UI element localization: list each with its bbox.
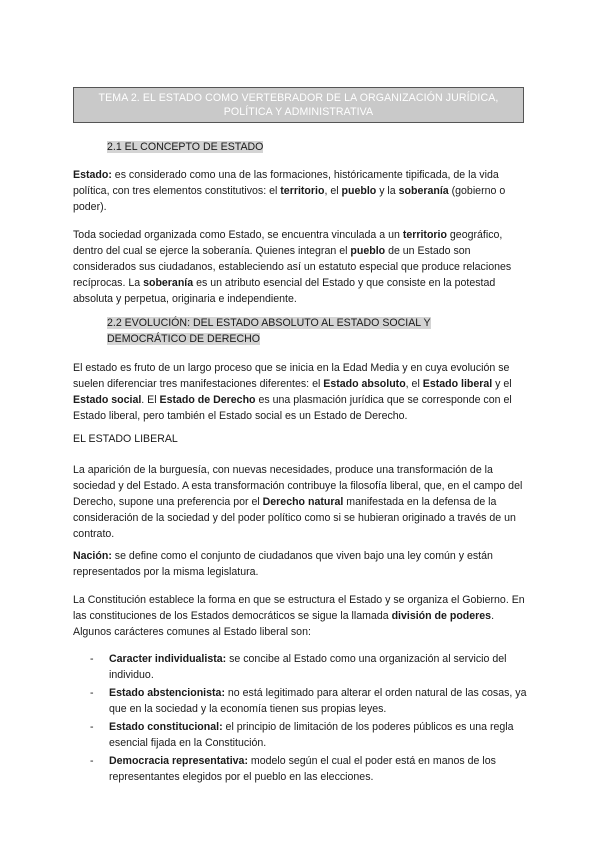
text-span: geográfico, dentro del cual se ejerce la soberanía. Quienes integran el <box>73 229 503 257</box>
list-item-term: Estado constitucional: <box>109 721 223 733</box>
bold-estado-liberal: Estado liberal <box>422 378 493 390</box>
heading-estado-liberal: EL ESTADO LIBERAL <box>73 433 178 445</box>
characters-list <box>73 651 531 787</box>
text-span: y la <box>376 185 399 197</box>
list-item <box>73 719 531 751</box>
text-span: Toda sociedad organizada como Estado, se encuentra vinculada a un <box>73 229 403 241</box>
paragraph-estado-definition <box>73 167 531 215</box>
text-span: , el <box>405 378 423 390</box>
bold-soberania: soberanía <box>143 277 194 289</box>
bold-estado-de-derecho: Estado de Derecho <box>159 394 256 406</box>
text-span: La Constitución establece la forma en que se estructura el Estado y se organiza el Gobierno. En las constituciones de los Estados democráticos se sigue la llamada <box>73 594 525 622</box>
bold-division-de-poderes: división de poderes <box>391 610 492 622</box>
bold-pueblo: pueblo <box>341 185 377 197</box>
term-nacion: Nación: <box>73 550 112 562</box>
list-item-term: Caracter individualista: <box>109 653 227 665</box>
dash-bullet: - <box>90 755 94 767</box>
bold-derecho-natural: Derecho natural <box>262 496 344 508</box>
list-item <box>73 685 531 717</box>
paragraph-burguesia <box>73 462 531 542</box>
list-item <box>73 651 531 683</box>
title-line-2: POLÍTICA Y ADMINISTRATIVA <box>223 106 374 118</box>
section-heading-2-1-text: 2.1 EL CONCEPTO DE ESTADO <box>107 141 264 153</box>
list-item-term: Estado abstencionista: <box>109 687 225 699</box>
paragraph-sociedad <box>73 227 531 307</box>
bold-estado-absoluto: Estado absoluto <box>323 378 406 390</box>
text-span: , el <box>324 185 342 197</box>
section-heading-2-2-line-1: 2.2 EVOLUCIÓN: DEL ESTADO ABSOLUTO AL ESTADO SOCIAL Y <box>107 317 431 329</box>
list-item-text: el principio de limitación de los poderes públicos es una regla esencial fijada en la Constitución. <box>109 721 514 749</box>
bold-estado-social: Estado social <box>73 394 142 406</box>
dash-bullet: - <box>90 653 94 665</box>
dash-bullet: - <box>90 721 94 733</box>
paragraph-evolucion <box>73 360 531 424</box>
list-item <box>73 753 531 785</box>
text-span: y el <box>492 378 512 390</box>
bold-pueblo: pueblo <box>350 245 386 257</box>
text-span: El estado es fruto de un largo proceso que se inicia en la Edad Media y en cuya evolución se suelen diferenciar tres manifestaciones diferentes: el <box>73 362 510 390</box>
document-title-box <box>73 87 524 123</box>
bold-territorio: territorio <box>280 185 325 197</box>
title-line-1: TEMA 2. EL ESTADO COMO VERTEBRADOR DE LA ORGANIZACIÓN JURÍDICA, <box>98 92 499 104</box>
text-span: es un atributo esencial del Estado y que consiste en la potestad absoluta y perpetua, originaria e independiente. <box>73 277 496 305</box>
text-span: (gobierno o poder). <box>73 185 506 213</box>
bold-territorio: territorio <box>402 229 447 241</box>
list-item-text: se concibe al Estado como una organización al servicio del individuo. <box>109 653 507 681</box>
text-span: es una plasmación jurídica que se corresponde con el Estado liberal, pero también el Estado social es un Estado de Derecho. <box>73 394 512 422</box>
section-heading-2-2-line-2: DEMOCRÁTICO DE DERECHO <box>107 333 261 345</box>
section-heading-2-2-cont <box>107 331 537 347</box>
text-span: es considerado como una de las formaciones, históricamente tipificada, de la vida política, con tres elementos constitutivos: el <box>73 169 499 197</box>
text-span: manifestada en la defensa de la consideración de la sociedad y del poder político como si se hubieran originado a través de un contrato. <box>73 496 516 540</box>
paragraph-nacion <box>73 548 531 580</box>
list-item-term: Democracia representativa: <box>109 755 248 767</box>
text-span: Algunos carácteres comunes al Estado liberal son: <box>73 626 311 638</box>
text-span: . El <box>141 394 160 406</box>
text-span: se define como el conjunto de ciudadanos que viven bajo una ley común y están representados por la misma legislatura. <box>73 550 493 578</box>
section-heading-2-2 <box>107 315 537 331</box>
text-span: . <box>491 610 495 622</box>
paragraph-constitucion <box>73 592 531 640</box>
dash-bullet: - <box>90 687 94 699</box>
term-estado: Estado: <box>73 169 112 181</box>
text-span: La aparición de la burguesía, con nuevas necesidades, produce una transformación de la sociedad y del Estado. A esta transformación contribuye la filosofía liberal, que, en el campo del Derecho, supone una preferencia por el <box>73 464 523 508</box>
list-item-text: modelo según el cual el poder está en manos de los representantes elegidos por el pueblo en las elecciones. <box>109 755 496 783</box>
text-span: de un Estado son considerados sus ciudadanos, estableciendo así un estatuto especial que produce relaciones recíprocas. La <box>73 245 512 289</box>
bold-soberania: soberanía <box>398 185 449 197</box>
section-heading-2-1 <box>107 139 537 155</box>
list-item-text: no está legitimado para alterar el orden natural de las cosas, ya que en la sociedad y la economía tienen sus propias leyes. <box>109 687 527 715</box>
